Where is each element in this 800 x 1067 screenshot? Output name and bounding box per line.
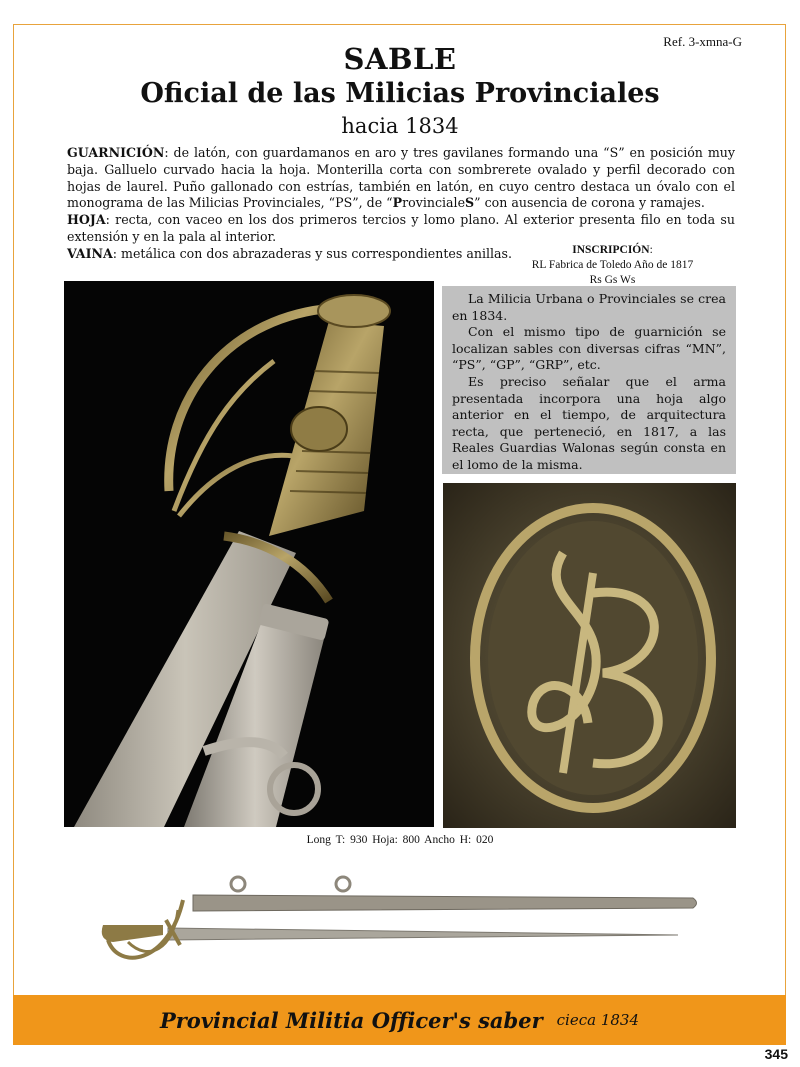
inscription-line-1: RL Fabrica de Toledo Año de 1817 <box>531 259 694 271</box>
vaina-label: VAINA <box>67 245 113 261</box>
hoja-label: HOJA <box>67 212 106 228</box>
inscription-line-2: Rs Gs Ws <box>589 274 636 286</box>
full-sabre-photo <box>88 870 708 980</box>
hoja-paragraph: HOJA: recta, con vaceo en los dos primeros tercios y lomo plano. Al exterior presenta filo en toda su extensión y en la pala al interior. <box>67 212 735 244</box>
title-date: hacia 1834 <box>341 114 459 138</box>
title-line-1: SABLE <box>343 42 457 76</box>
title-line-2: Oficial de las Milicias Provinciales <box>140 78 660 109</box>
page-number: 345 <box>764 1046 788 1062</box>
guarnicion-label: GUARNICIÓN <box>67 145 165 160</box>
monogram-photo <box>443 483 736 828</box>
guarnicion-paragraph: GUARNICIÓN: de latón, con guardamanos en aro y tres gavilanes formando una “S” en posición muy baja. Galluelo curvado hacia la hoja. Monterilla corta con sombrerete ovalado y perfil decorado con hojas de laurel. Puño gallonado con estrías, también en latón, en cuyo centro destaca un óvalo con el monograma de las Milicias Provinciales, “PS”, de “ProvincialeS” con ausencia de corona y ramajes. <box>67 145 735 211</box>
english-date: cieca 1834 <box>556 1011 640 1029</box>
hilt-illustration <box>64 281 434 827</box>
history-note <box>442 286 736 474</box>
note-paragraph-1: La Milicia Urbana o Provinciales se crea en 1834. <box>452 291 726 323</box>
hilt-photo <box>64 281 434 827</box>
inscription-label: INSCRIPCIÓN <box>572 244 650 256</box>
note-paragraph-2: Con el mismo tipo de guarnición se localizan sables con diversas cifras “MN”, “PS”, “GP”, “GRP”, etc. <box>452 324 726 373</box>
note-paragraph-3: Es preciso señalar que el arma presentada incorpora una hoja algo anterior en el tiempo, de arquitectura recta, que perteneció, en 1817, a las Reales Guardias Walonas según consta en el lomo de la misma. <box>452 373 726 472</box>
monogram-illustration <box>443 483 736 828</box>
english-title: Provincial Militia Officer's saber <box>159 1007 543 1033</box>
reference-code: Ref. 3-xmna-G <box>663 34 742 49</box>
inscription-block: INSCRIPCIÓN: RL Fabrica de Toledo Año de 1817 Rs Gs Ws <box>505 243 720 288</box>
measurements: Long T: 930 Hoja: 800 Ancho H: 020 <box>306 834 494 846</box>
full-sabre-illustration <box>88 870 708 980</box>
vaina-paragraph: VAINA: metálica con dos abrazaderas y sus correspondientes anillas. <box>67 245 513 261</box>
english-title-banner <box>13 995 786 1045</box>
